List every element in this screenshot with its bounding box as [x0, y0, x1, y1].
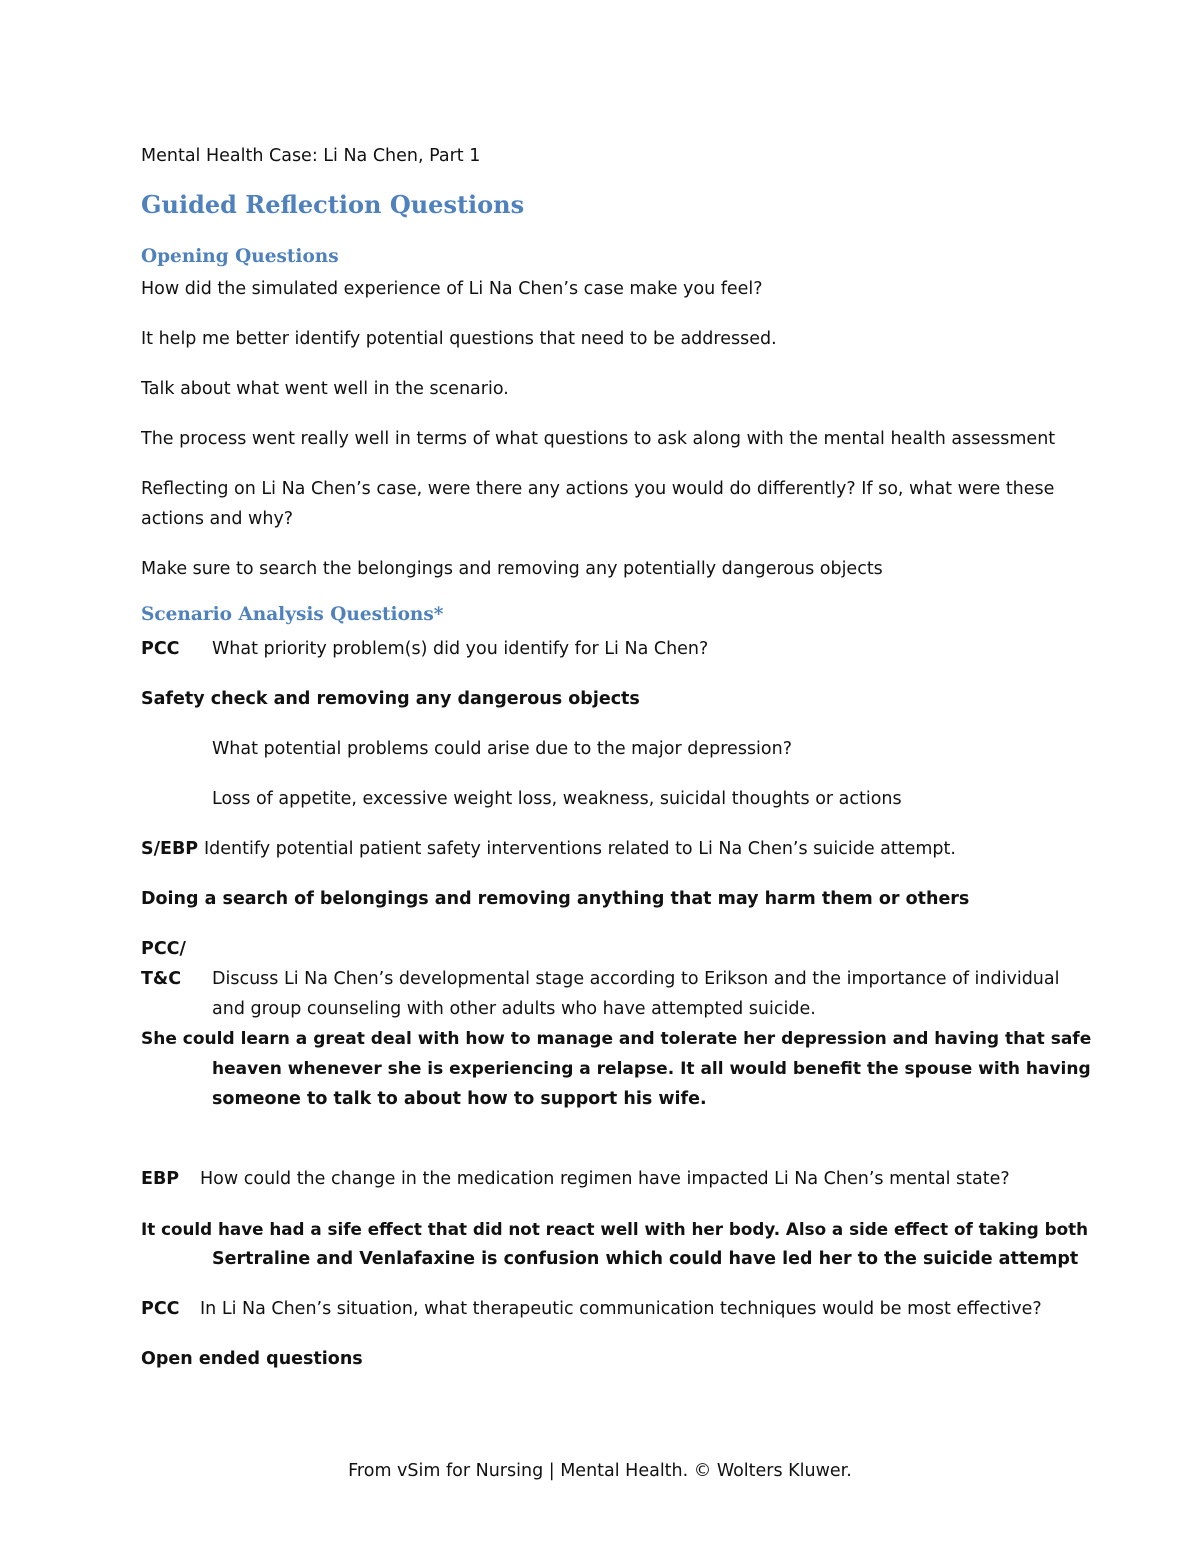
ebp-question: How could the change in the medication regimen have impacted Li Na Chen’s mental state?	[200, 1169, 1010, 1189]
scenario-analysis-heading: Scenario Analysis Questions*	[141, 604, 444, 625]
ebp-answer-line-2: Sertraline and Venlafaxine is confusion which could have led her to the suicide attempt	[212, 1249, 1079, 1269]
sebp-question: Identify potential patient safety interventions related to Li Na Chen’s suicide attempt.	[204, 839, 956, 859]
pcc-answer-1: Safety check and removing any dangerous objects	[141, 689, 640, 709]
opening-answer-3: Make sure to search the belongings and removing any potentially dangerous objects	[141, 559, 883, 579]
opening-question-2: Talk about what went well in the scenario.	[141, 379, 509, 399]
pcc-answer-2: Open ended questions	[141, 1349, 363, 1369]
opening-question-1: How did the simulated experience of Li Na Chen’s case make you feel?	[141, 279, 763, 299]
main-heading: Guided Reflection Questions	[141, 190, 525, 219]
pcc-tc-code-line-1: PCC/	[141, 939, 186, 959]
ebp-code: EBP	[141, 1169, 180, 1189]
case-title: Mental Health Case: Li Na Chen, Part 1	[141, 146, 481, 166]
pcc-code-2: PCC	[141, 1299, 180, 1319]
opening-question-3-line-2: actions and why?	[141, 509, 294, 529]
ebp-answer-line-1: It could have had a sife effect that did not react well with her body. Also a side effect of taking both	[141, 1219, 1089, 1239]
opening-questions-heading: Opening Questions	[141, 246, 339, 267]
pcc-tc-answer-line-2: heaven whenever she is experiencing a relapse. It all would benefit the spouse with having	[212, 1059, 1091, 1079]
sub-question: What potential problems could arise due to the major depression?	[212, 739, 793, 759]
pcc-tc-answer-line-3: someone to talk to about how to support his wife.	[212, 1089, 707, 1109]
opening-answer-1: It help me better identify potential questions that need to be addressed.	[141, 329, 777, 349]
pcc-tc-answer-line-1: She could learn a great deal with how to manage and tolerate her depression and having that safe	[141, 1029, 1092, 1049]
sebp-answer: Doing a search of belongings and removing anything that may harm them or others	[141, 889, 970, 909]
sebp-code: S/EBP	[141, 839, 199, 859]
pcc-tc-code-line-2: T&C	[141, 969, 182, 989]
opening-answer-2: The process went really well in terms of what questions to ask along with the mental health assessment	[141, 429, 1056, 449]
sub-answer: Loss of appetite, excessive weight loss, weakness, suicidal thoughts or actions	[212, 789, 902, 809]
opening-question-3-line-1: Reflecting on Li Na Chen’s case, were there any actions you would do differently? If so, what were these	[141, 479, 1055, 499]
pcc-tc-question-line-1: Discuss Li Na Chen’s developmental stage according to Erikson and the importance of individual	[212, 969, 1060, 989]
page-footer: From vSim for Nursing | Mental Health. © Wolters Kluwer.	[348, 1461, 852, 1481]
pcc-question-2: In Li Na Chen’s situation, what therapeutic communication techniques would be most effective?	[200, 1299, 1042, 1319]
pcc-code-1: PCC	[141, 639, 180, 659]
pcc-question-1: What priority problem(s) did you identify for Li Na Chen?	[212, 639, 709, 659]
pcc-tc-question-line-2: and group counseling with other adults who have attempted suicide.	[212, 999, 816, 1019]
